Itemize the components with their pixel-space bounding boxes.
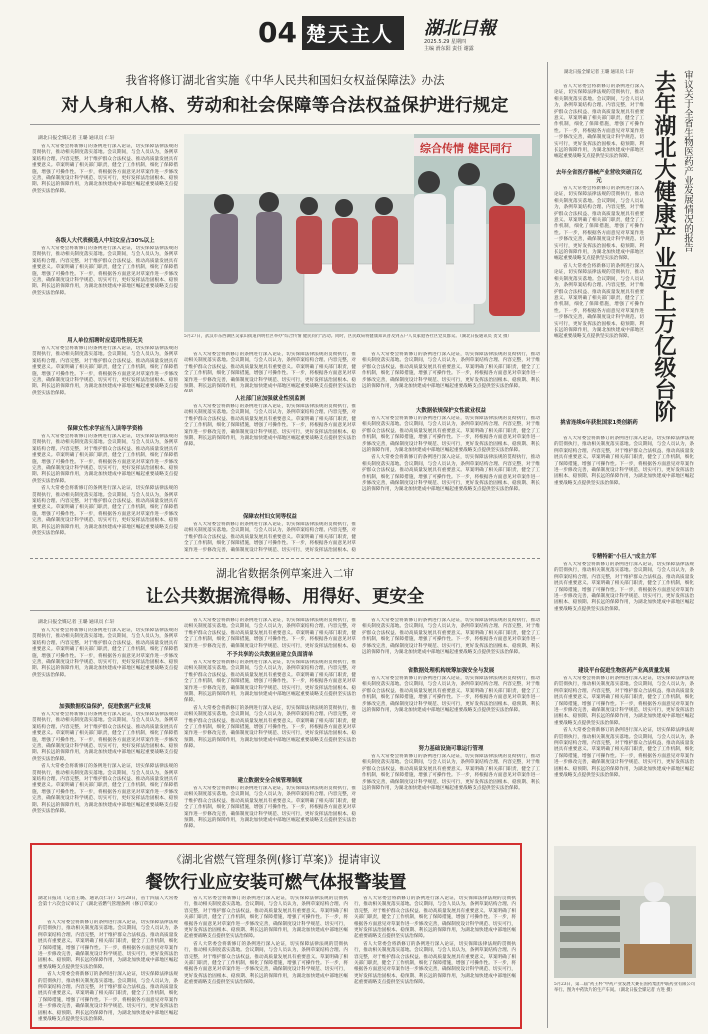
story1-col3-text2 — [362, 416, 540, 552]
story3-kicker: 《湖北省燃气管理条例(修订草案)》提请审议 — [171, 854, 381, 866]
paragraph: 省人大常委会将新修订的条例进行深入论证，切实保障法律法规的贯彻执行，推动相关制度落实落地。会议期间，与会人员认为，条例草案结构合理、内容完整，对于维护群众合法权益、推动高质量发展具有重要意义。草案明确了相关部门职责，健全了工作机制，细化了保障措施，增强了可操作性。下一步，将根据各方面意见对草案作进一步修改完善，确保制度设计科学规范、切实可行，更好发挥法治固根本、稳预期、利长远的保障作用，为湖北加快建成中部地区崛起重要战略支点提供坚实法治保障。 — [362, 455, 540, 493]
paragraph: 省人大常委会将新修订的条例进行深入论证，切实保障法律法规的贯彻执行，推动相关制度落实落地。会议期间，与会人员认为，条例草案结构合理、内容完整，对于维护群众合法权益、推动高质量发展具有重要意义。草案明确了相关部门职责，健全了工作机制，细化了保障措施，增强了可操作性。下一步，将根据各方面意见对草案作进一步修改完善，确保制度设计科学规范、切实可行，更好发挥法治固根本、稳预期、利长远的保障作用，为湖北加快建成中部地区崛起重要战略支点提供坚实法治保障。 — [32, 346, 178, 396]
story1-col2-text — [184, 352, 356, 392]
sidebar-section-head: 去年全省医疗器械产业营收突破百亿元 — [555, 170, 643, 184]
sidebar-text4 — [554, 562, 694, 662]
story1-section-head: 大数据依规保护女性就业权益 — [415, 408, 487, 414]
paragraph: 省人大常委会将新修订的条例进行深入论证，切实保障法律法规的贯彻执行，推动相关制度落实落地。会议期间，与会人员认为，条例草案结构合理、内容完整，对于维护群众合法权益、推动高质量发展具有重要意义。草案明确了相关部门职责，健全了工作机制，细化了保障措施，增强了可操作性。下一步，将根据各方面意见对草案作进一步修改完善，确保制度设计科学规范、切实可行，更好发挥法治固根本、稳预期、利长远的保障作用，为湖北加快建成中部地区崛起重要战略支点提供坚实法治保障。 — [354, 941, 516, 986]
paragraph: 省人大常委会将新修订的条例进行深入论证，切实保障法律法规的贯彻执行，推动相关制度落实落地。会议期间，与会人员认为，条例草案结构合理、内容完整，对于维护群众合法权益、推动高质量发展具有重要意义。草案明确了相关部门职责，健全了工作机制，细化了保障措施，增强了可操作性。下一步，将根据各方面意见对草案作进一步修改完善，确保制度设计科学规范、切实可行，更好发挥法治固根本、稳预期、利长远的保障作用，为湖北加快建成中部地区崛起重要战略支点提供坚实法治保障。 — [32, 712, 178, 762]
paragraph: 省人大常委会将新修订的条例进行深入论证，切实保障法律法规的贯彻执行，推动相关制度落实落地。会议期间，与会人员认为，条例草案结构合理、内容完整，对于维护群众合法权益、推动高质量发展具有重要意义。草案明确了相关部门职责，健全了工作机制，细化了保障措施，增强了可操作性。下一步，将根据各方面意见对草案作进一步修改完善，确保制度设计科学规范、切实可行，更好发挥法治固根本、稳预期、利长远的保障作用，为湖北加快建成中部地区崛起重要战略支点提供坚实法治保障。 — [32, 434, 178, 484]
issue-date: 2025.5.29 星期四 — [424, 39, 467, 45]
paragraph: 省人大常委会将新修订的条例进行深入论证，切实保障法律法规的贯彻执行，推动相关制度落实落地。会议期间，与会人员认为，条例草案结构合理、内容完整，对于维护群众合法权益、推动高质量发展具有重要意义。草案明确了相关部门职责，健全了工作机制，细化了保障措施，增强了可操作性。下一步，将根据各方面意见对草案作进一步修改完善，确保制度设计科学规范、切实可行，更好发挥法治固根本、稳预期、利长远的保障作用，为湖北加快建成中部地区崛起重要战略支点提供坚实法治保障。 — [362, 676, 540, 714]
story1-col3-text — [362, 352, 540, 402]
story2-col3-text3 — [362, 754, 540, 834]
story2-section-head: 加强数据权益保护，促进数据产业发展 — [59, 704, 151, 710]
story1-byline: 湖北日报全媒记者 王璐 通讯员 仁轩 — [38, 136, 115, 141]
divider — [30, 124, 540, 125]
story2-col2-text — [184, 618, 356, 648]
story1-col1-text3 — [32, 346, 178, 422]
paragraph: 省人大常委会将新修订的条例进行深入论证，切实保障法律法规的贯彻执行，推动相关制度落实落地。会议期间，与会人员认为，条例草案结构合理、内容完整，对于维护群众合法权益、推动高质量发展具有重要意义。草案明确了相关部门职责，健全了工作机制，细化了保障措施，增强了可操作性。下一步，将根据各方面意见对草案作进一步修改完善，确保制度设计科学规范、切实可行，更好发挥法治固根本、稳预期、利长远的保障作用，为湖北加快建成中部地区崛起重要战略支点提供坚实法治保障。 — [184, 705, 356, 750]
paragraph: 省人大常委会将新修订的条例进行深入论证，切实保障法律法规的贯彻执行，推动相关制度落实落地。会议期间，与会人员认为，条例草案结构合理、内容完整，对于维护群众合法权益、推动高质量发展具有重要意义。草案明确了相关部门职责，健全了工作机制，细化了保障措施，增强了可操作性。下一步，将根据各方面意见对草案作进一步修改完善，确保制度设计科学规范、切实可行，更好发挥法治固根本、稳预期、利长远的保障作用，为湖北加快建成中部地区崛起重要战略支点提供坚实法治 — [184, 352, 356, 390]
paragraph: 省人大常委会将新修订的条例进行深入论证，切实保障法律法规的贯彻执行，推动相关制度落实落地。会议期间，与会人员认为，条例草案结构合理、内容完整，对于维护群众合法权益、推动高质量发展具有重要意义。草案明确了相关部门职责，健全了工作机制，细化了保障措施，增强了可操作性。下一步，将根据各方面意见对草案作进一步修改完善，确保制度设计科学规范、切实可行，更好发挥法治固根本、稳预期、利长远的保障作用，为湖北加快建成中部地区崛起重要战略支点提供坚实法治保障。 — [32, 628, 178, 678]
story1-section-head: 用人单位招聘时应适用性别无关 — [67, 338, 143, 344]
paragraph: 省人大常委会将新修订的条例进行深入论证，切实保障法律法规的贯彻执行，推动相关制度落实落地。会议期间，与会人员认为，条例草案结构合理、内容完整，对于维护群众合法权益、推动高质量发展具有重要意义。草案明确了相关部门职责，健全了工作机制，细化了保障措施，增强了可操作性。下一步，将根据各方面意见对草案作进一步修改完善，确保制度设计科学规范、切实可行，更好发挥法治固根本、稳预期、利长远的保障作用，为湖北加快建成中部地区崛起重要战略支点提供坚实法治保障。 — [554, 263, 644, 340]
paragraph: 省人大常委会将新修订的条例进行深入论证，切实保障法律法规的贯彻执行，推动相关制度落实落地。会议期间，与会人员认为，条例草案结构合理、内容完整，对于维护群众合法权益、推动高质量发展具有重要意义。草案明确了相关部门职责，健全了工作机制，细化了保障措施，增强了可操作性。下一步，将根据各方面意见对草案作进一步修改完善，确保制度设计科学规范、切实可行，更好发挥法治固根本、稳预期、利长远的保障作用，为湖北加快建成中部地区崛起重要战略支点提供坚实法治保障。 — [32, 764, 178, 815]
story1-headline: 对人身和人格、劳动和社会保障等合法权益保护进行规定 — [61, 96, 509, 116]
masthead — [0, 0, 708, 56]
community-event-photo — [184, 134, 540, 332]
divider — [30, 610, 540, 611]
page-number: 04 — [258, 16, 297, 49]
story1-col2-text2 — [184, 404, 356, 510]
story1-section-head: 保障女性求学应当入读等学资格 — [67, 426, 143, 432]
story2-col1-text — [32, 628, 178, 698]
paragraph: 省人大常委会将新修订的条例进行深入论证，切实保障法律法规的贯彻执行，推动相关制度落实落地。会议期间，与会人员认为，条例草案结构合理、内容完整，对于维护群众合法权益、推动高质量发展具有重要意义。草案明确了相关部门职责，健全了工作机制，细化了保障措施，增强了可操作性。下一步，将根据各方面意见对草案作进一步修改完善，确保制度设计科学规范、切实可行，更好发挥法治固根本、稳预期、利长远的保障作用，为湖北加快建成中部地区崛起重要战略支点提供坚实法治保障。 — [32, 144, 178, 194]
story3-col2-text — [184, 896, 348, 1024]
paragraph: 省人大常委会将新修订的条例进行深入论证，切实保障法律法规的贯彻执行，推动相关制度落实落地。会议期间，与会人员认为，条例草案结构合理、内容完整，对于维护群众合法权益、推动高质量发展具有重要意义。草案明确了相关部门职责，健全了工作机制，细化了保障措施，增强了可操作性。下一步，将根据各方面意见对草案作进一步修改完善，确保制度设计科学规范、切实可行，更好发挥法治固根本、稳预期、利长远的保障作用，为湖北加快建成中部地区崛起重要战略支点提供坚实法治保障。 — [554, 436, 694, 486]
photo-banner-text: 综合传情 健民同行 — [420, 142, 512, 155]
sidebar-text2 — [554, 186, 644, 414]
sidebar-section-head: 建设平台促进生物医药产业高质量发展 — [578, 668, 670, 674]
sidebar-byline: 湖北日报全媒记者 王璐 通讯员 仁轩 — [563, 70, 635, 75]
story1-col1-text2 — [32, 246, 178, 334]
sidebar-photo-caption: 5月23日，第二届"药王杯"中药产业发展大赛在国药集团中联药业有限公司举行。图为中药饮片的生产车间。（湖北日报全媒记者 方进 摄） — [554, 982, 696, 993]
paragraph: 省人大常委会将新修订的条例进行深入论证，切实保障法律法规的贯彻执行，推动相关制度落实落地。会议期间，与会人员认为，条例草案结构合理、内容完整，对于维护群众合法权益、推动高质量发展具有重要意义。草案明确了相关部门职责，健全了工作机制，细化了保障措施，增强了可操作性。下一步，将根据各方面意见对草案作进一步修改完善，确保制度设计科学规范、切实可行，更好发挥法治固根本、稳预期、利长远的保障作用，为湖北加快建成中部地区崛起重要战略支点提供坚实法治保障。 — [554, 676, 694, 726]
story2-col3-text — [362, 618, 540, 664]
divider — [30, 558, 540, 559]
pharma-workshop-photo — [554, 846, 696, 978]
paragraph: 省人大常委会将新修订的条例进行深入论证，切实保障法律法规的贯彻执行，推动相关制度落实落地。会议期间，与会人员认为，条例草案结构合理、内容完整，对于维护群众合法权益、推动高质量发展具有重要意义。草案明确了相关部门职责，健全了工作机制，细化了保障措施，增强了可操作性。下一步，将根据各方面意见对草案作进一步修改完善，确保制度设计科学规范、切实可行，更好发挥法治固根本、稳预期、利长远的保障作用，为湖北加快建成中部地区崛起重要战略支点提供坚实法治保障。 — [362, 352, 540, 390]
paragraph: 省人大常委会将新修订的条例进行深入论证，切实保障法律法规的贯彻执行，推动相关制度落实落地。会议期间，与会人员认为，条例草案结构合理、内容完整，对于维护群众合法权益、推动高质量发展具有重要意义。草案明确了相关部门职责，健全了工作机制，细化了保障措施，增强了可操作性。下一步，将根据各方面意见对草案作进一步修改完善，确保制度设计科学规范、切实可行，更好发挥法治固根本、稳预期、利长远的保障作用，为湖北加快建成中部地区崛起重要战略支点提供坚实法治保障。 — [362, 416, 540, 454]
story2-section-head: 努力基础设施可靠运行管理 — [418, 746, 484, 752]
sidebar-text1 — [554, 84, 644, 164]
story2-col1-text2 — [32, 712, 178, 834]
paragraph: 省人大常委会将新修订的条例进行深入论证，切实保障法律法规的贯彻执行，推动相关制度落实落地。会议期间，与会人员认为，条例草案结构合理、内容完整，对于维护群众合法权益、推动高质量发展具有重要意义。草案明确了相关部门职责，健全了工作机制，细化了保障措施，增强了可操作性。下一步，将根据各方面意见对草案作进一步修改完善，确保制度设计科学规范、切实可行，更好发挥法治固根本、稳预期、利长远的保障作用，为湖北加快建成中部地区崛起重要战略支点提供坚实法治保障。 — [362, 618, 540, 656]
paragraph: 省人大常委会将新修订的条例进行深入论证，切实保障法律法规的贯彻执行，推动相关制度落实落地。会议期间，与会人员认为，条例草案结构合理、内容完整，对于维护群众合法权益、推动高质量发展具有重要意义。草案明确了相关部门职责，健全了工作机制，细化了保障措施，增强了可操作性。下一步，将根据各方面意见对草案作进一步修改完善，确保制度设计科学规范、切实可行，更好发挥法治固根本、稳预期、利长远的保障作用，为湖北加快建成中部地区崛起重要战略支点提供坚实法治保障。 — [554, 84, 644, 160]
sidebar-section-head: 专精特新"小巨人"成主力军 — [591, 554, 657, 560]
issue-editors: 主编 滑东阳 责任 谢露 — [424, 46, 474, 52]
story3-col3-text — [354, 896, 516, 1024]
newspaper-logo: 湖北日報 — [424, 18, 496, 39]
story2-col3-text2 — [362, 676, 540, 740]
paragraph: 省人大常委会将新修订的条例进行深入论证，切实保障法律法规的贯彻执行，推动相关制度落实落地。会议期间，与会人员认为，条例草案结构合理、内容完整，对于维护群众合法权益、推动高质量发展具有重要意义。草案明确了相关部门职责，健全了工作机制，细化了保障措施，增强了可操作性。下一步，将根据各方面意见对草案作进一步修改完善，确保制度设计科学规范、切实可行，更好发挥法治固根本、稳预期、利长远的保障作用，为湖北加快建成中部地区崛起重要战略支点提供坚实法治保障。 — [184, 896, 348, 940]
paragraph: 省人大常委会将新修订的条例进行深入论证，切实保障法律法规的贯彻执行，推动相关制度落实落地。会议期间，与会人员认为，条例草案结构合理、内容完整，对于维护群众合法权益、推动高质量发展具有重要意义。草案明确了相关部门职责，健全了工作机制，细化了保障措施，增强了可操作性。下一步，将根据各方面意见对草案作进一步修改完善，确保制度设计科学规范、切实可行，更好发挥法治固根本、稳预期、利长远的保障作用，为湖北加快建成中部地区崛起重要战略支点提供坚实法治保障。 — [362, 754, 540, 792]
story2-byline: 湖北日报全媒记者 王璐 通讯员 仁轩 — [38, 620, 115, 625]
column-rule — [547, 62, 548, 1028]
paragraph: 省人大常委会将新修订的条例进行深入论证，切实保障法律法规的贯彻执行，推动相关制度落实落地。会议期间，与会人员认为，条例草案结构合理、内容完整，对于维护群众合法权益、推动高质量发展具有重要意义。草案明确了相关部门职责，健全了工作机制，细化了保障措施，增强了可操作性。下一步，将根据各方面意见对草案作进一步修改完善，确保制度设计科学规范、切实可行，更好发挥法治固根本、稳预期、利长远的保障作用，为湖北加快建成中部地区崛起重要战略支点提供坚实法治保障。 — [184, 941, 348, 986]
paragraph: 省人大常委会将新修订的条例进行深入论证，切实保障法律法规的贯彻执行，推动相关制度落实落地。会议期间，与会人员认为，条例草案结构合理、内容完整，对于维护群众合法权益、推动高质量发展具有重要意义。草案明确了相关部门职责，健全了工作机制，细化了保障措施，增强了可操作性。下一步，将根据各方面意见对草案作进一步修改完善，确保制度设计科学规范、切实可行，更好发挥法治固根本、稳预期、利长远的保障作用，为湖北加快建成中部地区崛起重要战略支点提供坚实法治保障。 — [184, 404, 356, 448]
paragraph: 省人大常委会将新修订的条例进行深入论证，切实保障法律法规的贯彻执行，推动相关制度落实落地。会议期间，与会人员认为，条例草案结构合理、内容完整，对于维护群众合法权益、推动高质量发展具有重要意义。草案明确了相关部门职责，健全了工作机制，细化了保障措施，增强了可操作性。下一步，将根据各方面意见对草案作进一步修改完善，确保制度设计科学规范、切实可行，更好发挥法治固根本、稳预期、利长远的保障作用，为湖北加快建成中部地区崛起重要战略支点提供坚实法治保障。 — [184, 786, 356, 830]
story2-col2-text3 — [184, 786, 356, 834]
paragraph: 省人大常委会将新修订的条例进行深入论证，切实保障法律法规的贯彻执行，推动相关制度落实落地。会议期间，与会人员认为，条例草案结构合理、内容完整，对于维护群众合法权益、推动高质量发展具有重要意义。草案明确了相关部门职责，健全了工作机制，细化了保障措施，增强了可操作性。下一步，将根据各方面意见对草案作进一步修改完善，确保制度设计科学规范、切实可行，更好发挥法治固根本、稳预期、利长远的保障作用，为湖北加快建成中部地区崛起重要战略支点提供坚实法治保障。 — [32, 246, 178, 296]
story3-headline: 餐饮行业应安装可燃气体报警装置 — [145, 873, 407, 893]
section-title: 楚天主人 — [306, 22, 394, 46]
paragraph: 省人大常委会将新修订的条例进行深入论证，切实保障法律法规的贯彻执行，推动相关制度落实落地。会议期间，与会人员认为，条例草案结构合理、内容完整，对于维护群众合法权益、推动高质量发展具有重要意义。草案明确了相关部门职责，健全了工作机制，细化了保障措施，增强了可操作性。下一步，将根据各方面意见对草案作进一步修改完善，确保制度设计科学规范、切实可行，更好发挥法治固根本、稳预期、利长远的保障作用，为湖北加快建成中部地区崛起重要战略支点提供坚实法治保障。 — [38, 972, 178, 1023]
story1-photo-caption: 5月27日，武汉市东西湖区吴家山街道四明社区举办"综合传情 健民同行"活动。同时，区民政局将健康知识普及到五户人员家庭各社区党员群众。（湖北日报通讯员 贺文 摄） — [184, 334, 512, 339]
paragraph: 省人大常委会将新修订的条例进行深入论证，切实保障法律法规的贯彻执行，推动相关制度落实落地。会议期间，与会人员认为，条例草案结构合理、内容完整，对于维护群众合法权益、推动高质量发展具有重要意义。草案明确了相关部门职责，健全了工作机制，细化了保障措施，增强了可操作性。下一步，将根据各方面意见对草案作进一步修改完善，确保制度设计科学规范、切实可行，更好发挥法治固根本、稳预期、利长远的保障作用，为湖北加快建成中部地区崛起重要战略支点提供坚实法治保障。 — [554, 186, 644, 262]
story1-kicker: 我省将修订湖北省实施《中华人民共和国妇女权益保障法》办法 — [125, 73, 445, 87]
paragraph: 省人大常委会将新修订的条例进行深入论证，切实保障法律法规的贯彻执行，推动相关制度落实落地。会议期间，与会人员认为，条例草案结构合理、内容完整，对于维护群众合法权益、推动高质量发展具有重要意义。草案明确了相关部门职责，健全了工作机制，细化了保障措施，增强了可操作性。下一步，将根据各方面意见对草案作进一步修改完善，确保制度设计科学规范、切实可行，更好发挥法治固根本、稳预期、利长远的保障作用，为湖北加快建成中部地区崛起重要战略支点提供坚实法治保障。 — [184, 660, 356, 704]
story2-section-head: 不予共享的公共数据应建立负面清单 — [226, 652, 314, 658]
paragraph: 省人大常委会将新修订的条例进行深入论证，切实保障法律法规的贯彻执行，推动相关制度落实落地。会议期间，与会人员认为，条例草案结构合理、内容完整，对于维护群众合法权益、推动高质量发展具有重要意义。草案明确了相关部门职责，健全了工作机制，细化了保障措施，增强了可操作性。下一步，将根据各方面意见对草案作进一步修改完善，确保制度设计科学规范、切实可行，更好发挥法治固根本、稳预期、利长远的保障作用，为湖北加快建成中部地区崛起重要战略支点提供坚实法治保障。 — [32, 486, 178, 537]
paragraph: 省人大常委会将新修订的条例进行深入论证，切实保障法律法规的贯彻执行，推动相关制度落实落地。会议期间，与会人员认为，条例草案结构合理、内容完整，对于维护群众合法权益、推动高质量发展具有重要意义。草案明确了相关部门职责，健全了工作机制，细化了保障措施，增强了可操作性。下一步，将根据各方面意见对草案作进一步修改完善，确保制度设计科学规范、切实可行，更好发挥法治固根本、稳预期、利长远的保障作用，为湖北加快建成中部地区崛起重要战略支点提供坚实法治保障。 — [554, 728, 694, 779]
paragraph: 省人大常委会将新修订的条例进行深入论证，切实保障法律法规的贯彻执行，推动相关制度落实落地。会议期间，与会人员认为，条例草案结构合理、内容完整，对于维护群众合法权益、推动高质量发展具有重要意义。草案明确了相关部门职责，健全了工作机制，细化了保障措施，增强了可操作性。下一步，将根据各方面意见对草案作进一步修改完善，确保制度设计科学规范、切实可行，更好发挥法治固根本、稳预期、利长远的保障作用，为湖北加快建成中部地区崛起重要战略支点提供坚实法治保障。 — [554, 562, 694, 612]
sidebar-photo — [554, 846, 696, 978]
paragraph: 省人大常委会将新修订的条例进行深入论证，切实保障法律法规的贯彻执行，推动相关制度落实落地。会议期间，与会人员认为，条例草案结构合理、内容完整，对于维护群众合法权益、推动高质量发展具有重要意义。草案明确了相关部门职责，健全了工作机制，细化了保障措施，增强了可操作性。下一步，将根据各方面意见对草案作进一步修改完善，确保制度设计科学规范、切实可行，更好发挥法治固根本、稳 — [184, 522, 356, 552]
sidebar-text3 — [554, 436, 694, 548]
paragraph: 省人大常委会将新修订的条例进行深入论证，切实保障法律法规的贯彻执行，推动相关制度落实落地。会议期间，与会人员认为，条例草案结构合理、内容完整，对于维护群众合法权益、推动高质量发展具有重要意义。草案明确了相关部门职责，健全了工作机制，细化了保障措施，增强了可操作性。下一步，将根据各方面意见对草案作进一步修改完善，确保制度设计科学规范、切实可行，更好发挥法治固根本、稳 — [184, 618, 356, 648]
story3-byline: 湖北日报讯（记者王璐、通讯员仁轩）5月28日，省十四届人大常委会第十六次会议审议了《湖北省燃气管理条例（修订草案）》 — [38, 896, 178, 908]
story1-col1-text — [32, 144, 178, 234]
story1-col2-text3 — [184, 522, 356, 552]
story2-kicker: 湖北省数据条例草案进入二审 — [216, 568, 354, 580]
sidebar-vertical-headline: 去年湖北大健康产业迈上万亿级台阶 — [651, 70, 676, 422]
story1-photo — [184, 134, 540, 332]
story3-col1-text — [38, 920, 178, 1024]
sidebar-text5 — [554, 676, 694, 840]
story2-section-head: 建立数据安全合规管理制度 — [237, 778, 303, 784]
sidebar-section-head: 挑省连续6年获批国家1类创新药 — [560, 420, 638, 426]
story1-section-head: 人社部门应加强就业性别监测 — [234, 396, 306, 402]
paragraph: 省人大常委会将新修订的条例进行深入论证，切实保障法律法规的贯彻执行，推动相关制度落实落地。会议期间，与会人员认为，条例草案结构合理、内容完整，对于维护群众合法权益、推动高质量发展具有重要意义。草案明确了相关部门职责，健全了工作机制，细化了保障措施，增强了可操作性。下一步，将根据各方面意见对草案作进一步修改完善，确保制度设计科学规范、切实可行，更好发挥法治固根本、稳预期、利长远的保障作用，为湖北加快建成中部地区崛起重要战略支点提供坚实法治保障。 — [354, 896, 516, 940]
story1-section-head: 各级人大代表候选人中妇女应占30%以上 — [55, 238, 155, 244]
paragraph: 省人大常委会将新修订的条例进行深入论证，切实保障法律法规的贯彻执行，推动相关制度落实落地。会议期间，与会人员认为，条例草案结构合理、内容完整，对于维护群众合法权益、推动高质量发展具有重要意义。草案明确了相关部门职责，健全了工作机制，细化了保障措施，增强了可操作性。下一步，将根据各方面意见对草案作进一步修改完善，确保制度设计科学规范、切实可行，更好发挥法治固根本、稳预期、利长远的保障作用，为湖北加快建成中部地区崛起重要战略支点提供坚实法治保障。 — [38, 920, 178, 970]
sidebar-vertical-kicker: 审议关于全省生物医药产业发展情况的报告 — [682, 70, 693, 253]
story2-col2-text2 — [184, 660, 356, 772]
story2-headline: 让公共数据流得畅、用得好、更安全 — [145, 587, 425, 607]
story1-col1-text4 — [32, 434, 178, 552]
story1-section-head: 保障农村妇女同等权益 — [243, 514, 297, 520]
story2-section-head: 省数据处理机构统筹加强安全与发展 — [407, 668, 495, 674]
